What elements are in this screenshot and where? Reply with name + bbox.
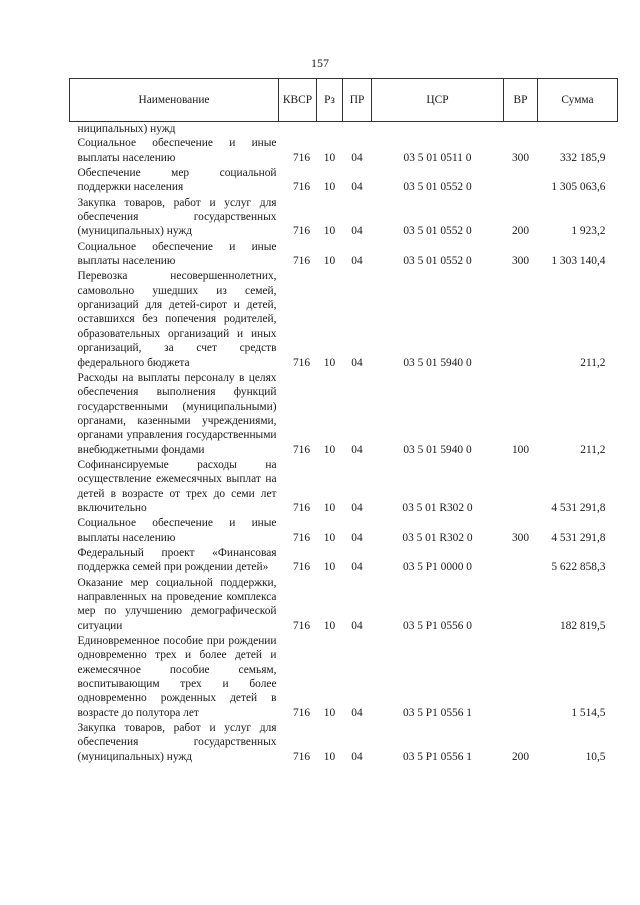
row-name: Единовременное пособие при рождении одновременно трех и более детей и ежемесячное пособие семьям, воспитывающим трех и более одновременно рожденных детей в возрасте до полутора лет bbox=[77, 635, 277, 719]
row-rz: 10 bbox=[323, 356, 336, 369]
table-row bbox=[70, 516, 618, 546]
row-pr: 04 bbox=[351, 225, 363, 238]
continuation-row bbox=[70, 122, 618, 137]
row-name: Закупка товаров, работ и услуг для обеспечения государственных (муниципальных) нужд bbox=[77, 722, 277, 763]
table-row bbox=[70, 136, 618, 166]
row-sum: 182 819,5 bbox=[559, 619, 606, 632]
table-row bbox=[70, 546, 618, 576]
row-name: Перевозка несовершеннолетних, самовольно ушедших из семей, организаций для детей-сирот и детей, оставшихся без попечения родителей, образовательных организаций и иных организаций, за счет средств федерального бюджета bbox=[77, 270, 277, 369]
table-row bbox=[70, 269, 618, 370]
table-row bbox=[70, 721, 618, 765]
header-vr: ВР bbox=[504, 79, 538, 122]
row-sum: 211,2 bbox=[580, 443, 606, 456]
row-rz: 10 bbox=[323, 619, 336, 632]
row-vr bbox=[504, 576, 538, 634]
row-pr: 04 bbox=[351, 531, 363, 544]
row-pr: 04 bbox=[351, 706, 363, 719]
row-kvsr: 716 bbox=[292, 181, 311, 194]
page-number: 157 bbox=[311, 56, 329, 70]
row-csr: 03 5 01 0552 0 bbox=[403, 225, 472, 238]
row-vr: 300 bbox=[511, 531, 530, 544]
row-vr: 200 bbox=[511, 750, 530, 763]
row-pr: 04 bbox=[351, 443, 363, 456]
row-name: Оказание мер социальной поддержки, направленных на проведение комплекса мер по улучшению демографической ситуации bbox=[77, 576, 277, 632]
table-body bbox=[70, 122, 618, 766]
header-name: Наименование bbox=[70, 79, 279, 122]
row-csr: 03 5 01 R302 0 bbox=[402, 531, 473, 544]
row-csr: 03 5 P1 0000 0 bbox=[403, 561, 472, 574]
row-sum: 4 531 291,8 bbox=[551, 531, 606, 544]
row-sum: 1 923,2 bbox=[571, 225, 606, 238]
row-kvsr: 716 bbox=[292, 531, 311, 544]
row-kvsr: 716 bbox=[292, 255, 311, 268]
header-pr: ПР bbox=[343, 79, 372, 122]
row-vr: 300 bbox=[511, 255, 530, 268]
row-csr: 03 5 P1 0556 1 bbox=[403, 750, 472, 763]
row-csr: 03 5 01 0552 0 bbox=[403, 181, 472, 194]
row-csr: 03 5 01 0511 0 bbox=[403, 151, 472, 164]
row-pr: 04 bbox=[351, 356, 363, 369]
row-pr: 04 bbox=[351, 181, 363, 194]
table-header bbox=[70, 79, 618, 122]
row-vr: 100 bbox=[511, 443, 530, 456]
row-csr: 03 5 01 R302 0 bbox=[402, 501, 473, 514]
row-rz: 10 bbox=[323, 255, 336, 268]
row-sum: 1 303 140,4 bbox=[551, 255, 606, 268]
row-kvsr: 716 bbox=[292, 443, 311, 456]
row-vr bbox=[504, 269, 538, 370]
row-pr: 04 bbox=[351, 255, 363, 268]
row-sum: 4 531 291,8 bbox=[551, 501, 606, 514]
table-row bbox=[70, 240, 618, 270]
header-rz: Рз bbox=[317, 79, 343, 122]
header-sum: Сумма bbox=[538, 79, 618, 122]
row-csr: 03 5 P1 0556 1 bbox=[403, 706, 472, 719]
row-kvsr: 716 bbox=[292, 561, 311, 574]
row-sum: 1 514,5 bbox=[571, 706, 606, 719]
row-sum: 10,5 bbox=[585, 750, 606, 763]
row-pr: 04 bbox=[351, 501, 363, 514]
row-name: Социальное обеспечение и иные выплаты населению bbox=[77, 240, 277, 268]
budget-table bbox=[69, 78, 618, 765]
row-name: Обеспечение мер социальной поддержки населения bbox=[77, 167, 277, 194]
row-rz: 10 bbox=[323, 501, 336, 514]
row-sum: 211,2 bbox=[580, 356, 606, 369]
row-rz: 10 bbox=[323, 561, 336, 574]
row-kvsr: 716 bbox=[292, 619, 311, 632]
row-pr: 04 bbox=[351, 750, 363, 763]
row-csr: 03 5 01 0552 0 bbox=[403, 255, 472, 268]
row-csr: 03 5 P1 0556 0 bbox=[403, 619, 472, 632]
row-pr: 04 bbox=[351, 151, 363, 164]
row-vr bbox=[504, 166, 538, 196]
row-name: Федеральный проект «Финансовая поддержка семей при рождении детей» bbox=[77, 546, 277, 574]
table-row bbox=[70, 166, 618, 196]
row-csr: 03 5 01 5940 0 bbox=[403, 356, 472, 369]
row-pr: 04 bbox=[351, 619, 363, 632]
row-vr bbox=[504, 546, 538, 576]
table-row bbox=[70, 371, 618, 458]
row-name: Социальное обеспечение и иные выплаты населению bbox=[77, 137, 277, 164]
row-kvsr: 716 bbox=[292, 706, 311, 719]
row-name: Социальное обеспечение и иные выплаты населению bbox=[77, 517, 277, 544]
row-pr: 04 bbox=[351, 561, 363, 574]
row-kvsr: 716 bbox=[292, 225, 311, 238]
header-kvsr: КВСР bbox=[279, 79, 317, 122]
row-rz: 10 bbox=[323, 443, 336, 456]
row-rz: 10 bbox=[323, 181, 336, 194]
table-row bbox=[70, 196, 618, 240]
row-rz: 10 bbox=[323, 225, 336, 238]
row-kvsr: 716 bbox=[292, 151, 311, 164]
row-rz: 10 bbox=[323, 531, 336, 544]
row-rz: 10 bbox=[323, 151, 336, 164]
continuation-text: ниципальных) нужд bbox=[77, 123, 176, 135]
row-vr: 300 bbox=[511, 151, 530, 164]
row-sum: 332 185,9 bbox=[559, 151, 606, 164]
row-rz: 10 bbox=[323, 706, 336, 719]
row-name: Расходы на выплаты персоналу в целях обеспечения выполнения функций государственными (муниципальными) органами, казенными учреждениями, органами управления государственными внебюджетными фондами bbox=[77, 371, 277, 456]
row-sum: 5 622 858,3 bbox=[551, 561, 606, 574]
header-csr: ЦСР bbox=[372, 79, 504, 122]
table-row bbox=[70, 576, 618, 634]
row-rz: 10 bbox=[323, 750, 336, 763]
row-sum: 1 305 063,6 bbox=[551, 181, 606, 194]
row-kvsr: 716 bbox=[292, 356, 311, 369]
row-vr bbox=[504, 634, 538, 721]
table-row bbox=[70, 458, 618, 516]
table-row bbox=[70, 634, 618, 721]
row-kvsr: 716 bbox=[292, 750, 311, 763]
row-name: Закупка товаров, работ и услуг для обеспечения государственных (муниципальных) нужд bbox=[77, 196, 277, 238]
row-vr: 200 bbox=[511, 225, 530, 238]
row-kvsr: 716 bbox=[292, 501, 311, 514]
row-csr: 03 5 01 5940 0 bbox=[403, 443, 472, 456]
row-name: Софинансируемые расходы на осуществление ежемесячных выплат на детей в возрасте от трех до семи лет включительно bbox=[77, 458, 277, 514]
row-vr bbox=[504, 458, 538, 516]
